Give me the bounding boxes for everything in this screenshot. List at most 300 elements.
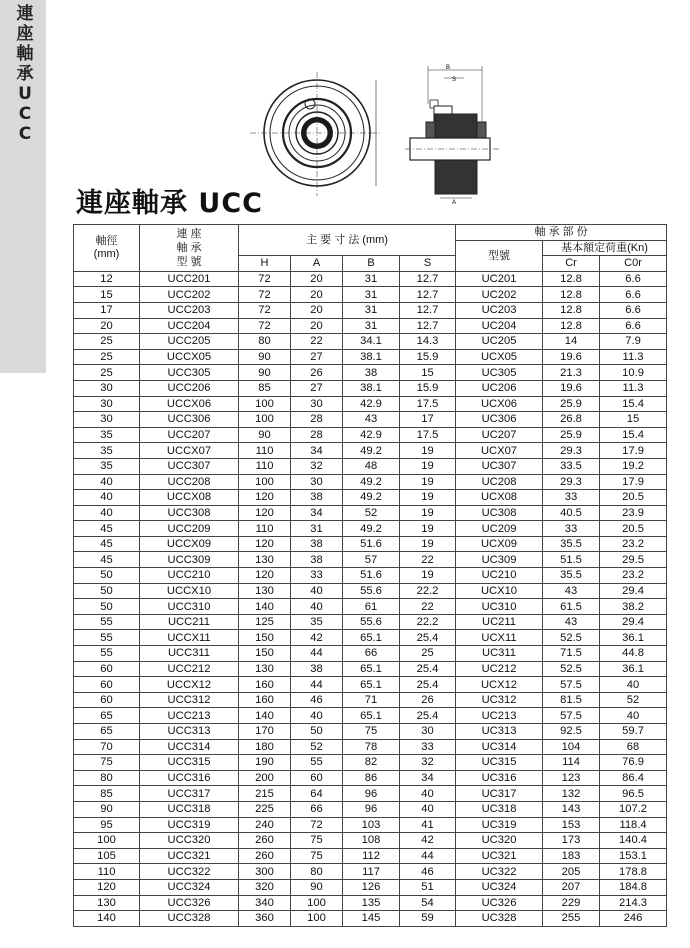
cell-b: 42.9 xyxy=(343,427,400,443)
cell-h: 200 xyxy=(239,770,291,786)
table-row xyxy=(74,505,667,521)
table-row xyxy=(74,318,667,334)
cell-housing-model: UCC306 xyxy=(140,412,239,428)
cell-s: 25.4 xyxy=(400,661,456,677)
cell-cr: 255 xyxy=(543,911,600,927)
cell-a: 80 xyxy=(291,864,343,880)
table-row xyxy=(74,568,667,584)
cell-c0r: 11.3 xyxy=(600,349,667,365)
cell-bearing-model: UCX08 xyxy=(456,490,543,506)
cell-cr: 29.3 xyxy=(543,474,600,490)
cell-shaft: 80 xyxy=(74,770,140,786)
cell-b: 86 xyxy=(343,770,400,786)
cell-h: 170 xyxy=(239,724,291,740)
cell-bearing-model: UCX11 xyxy=(456,630,543,646)
cell-a: 55 xyxy=(291,755,343,771)
side-tab-label: 連座軸承UCC xyxy=(16,4,34,144)
cell-c0r: 38.2 xyxy=(600,599,667,615)
cell-h: 110 xyxy=(239,521,291,537)
bearing-section-header: 軸 承 部 份 xyxy=(456,225,667,241)
cell-h: 215 xyxy=(239,786,291,802)
cell-s: 26 xyxy=(400,692,456,708)
cell-bearing-model: UC317 xyxy=(456,786,543,802)
cell-c0r: 29.4 xyxy=(600,614,667,630)
cell-b: 38 xyxy=(343,365,400,381)
cell-b: 43 xyxy=(343,412,400,428)
cell-bearing-model: UC205 xyxy=(456,334,543,350)
cell-bearing-model: UC207 xyxy=(456,427,543,443)
cell-housing-model: UCC318 xyxy=(140,801,239,817)
cell-shaft: 25 xyxy=(74,334,140,350)
table-row xyxy=(74,630,667,646)
table-row xyxy=(74,724,667,740)
cell-bearing-model: UC318 xyxy=(456,801,543,817)
cell-shaft: 40 xyxy=(74,505,140,521)
cell-housing-model: UCCX08 xyxy=(140,490,239,506)
cell-cr: 21.3 xyxy=(543,365,600,381)
cell-bearing-model: UCX06 xyxy=(456,396,543,412)
cell-b: 65.1 xyxy=(343,677,400,693)
front-view xyxy=(250,72,380,196)
cell-h: 110 xyxy=(239,443,291,459)
cell-b: 51.6 xyxy=(343,568,400,584)
cell-a: 72 xyxy=(291,817,343,833)
cell-s: 15.9 xyxy=(400,380,456,396)
cell-shaft: 75 xyxy=(74,755,140,771)
cell-s: 19 xyxy=(400,568,456,584)
cell-s: 14.3 xyxy=(400,334,456,350)
cell-shaft: 100 xyxy=(74,833,140,849)
cell-c0r: 214.3 xyxy=(600,895,667,911)
table-row xyxy=(74,583,667,599)
cell-cr: 33 xyxy=(543,521,600,537)
cell-cr: 61.5 xyxy=(543,599,600,615)
cell-housing-model: UCC211 xyxy=(140,614,239,630)
cell-housing-model: UCC314 xyxy=(140,739,239,755)
cell-housing-model: UCC208 xyxy=(140,474,239,490)
cell-c0r: 40 xyxy=(600,677,667,693)
cell-s: 40 xyxy=(400,801,456,817)
cell-c0r: 6.6 xyxy=(600,287,667,303)
table-row xyxy=(74,458,667,474)
cell-h: 225 xyxy=(239,801,291,817)
cell-bearing-model: UC209 xyxy=(456,521,543,537)
cell-b: 48 xyxy=(343,458,400,474)
cell-a: 38 xyxy=(291,536,343,552)
cell-b: 78 xyxy=(343,739,400,755)
cell-c0r: 23.2 xyxy=(600,536,667,552)
cell-b: 65.1 xyxy=(343,708,400,724)
cell-cr: 12.8 xyxy=(543,318,600,334)
cell-a: 42 xyxy=(291,630,343,646)
cell-b: 96 xyxy=(343,786,400,802)
cell-s: 25 xyxy=(400,646,456,662)
cell-shaft: 65 xyxy=(74,708,140,724)
cell-h: 125 xyxy=(239,614,291,630)
table-row xyxy=(74,427,667,443)
cell-shaft: 35 xyxy=(74,427,140,443)
cell-shaft: 30 xyxy=(74,380,140,396)
cell-shaft: 20 xyxy=(74,318,140,334)
cell-shaft: 35 xyxy=(74,458,140,474)
cell-s: 17.5 xyxy=(400,396,456,412)
page-title: 連座軸承 UCC xyxy=(76,188,263,219)
cell-cr: 114 xyxy=(543,755,600,771)
cell-cr: 19.6 xyxy=(543,349,600,365)
cell-housing-model: UCC311 xyxy=(140,646,239,662)
cell-a: 27 xyxy=(291,380,343,396)
cell-bearing-model: UC311 xyxy=(456,646,543,662)
cell-c0r: 6.6 xyxy=(600,302,667,318)
cell-c0r: 23.9 xyxy=(600,505,667,521)
cell-cr: 12.8 xyxy=(543,302,600,318)
cell-s: 19 xyxy=(400,505,456,521)
cell-shaft: 140 xyxy=(74,911,140,927)
cell-bearing-model: UC309 xyxy=(456,552,543,568)
cell-b: 38.1 xyxy=(343,349,400,365)
cell-bearing-model: UCX05 xyxy=(456,349,543,365)
cell-a: 100 xyxy=(291,895,343,911)
cell-cr: 35.5 xyxy=(543,568,600,584)
cell-a: 26 xyxy=(291,365,343,381)
table-row xyxy=(74,677,667,693)
cell-s: 41 xyxy=(400,817,456,833)
table-row xyxy=(74,895,667,911)
cell-c0r: 59.7 xyxy=(600,724,667,740)
cell-b: 31 xyxy=(343,271,400,287)
cell-cr: 52.5 xyxy=(543,630,600,646)
cell-h: 120 xyxy=(239,505,291,521)
cell-bearing-model: UCX07 xyxy=(456,443,543,459)
cell-b: 49.2 xyxy=(343,490,400,506)
cell-housing-model: UCCX12 xyxy=(140,677,239,693)
cell-h: 260 xyxy=(239,833,291,849)
cell-housing-model: UCC321 xyxy=(140,848,239,864)
cell-cr: 33 xyxy=(543,490,600,506)
cell-s: 33 xyxy=(400,739,456,755)
cell-bearing-model: UCX10 xyxy=(456,583,543,599)
table-row xyxy=(74,474,667,490)
cell-c0r: 29.5 xyxy=(600,552,667,568)
cell-shaft: 35 xyxy=(74,443,140,459)
cell-s: 34 xyxy=(400,770,456,786)
table-row xyxy=(74,287,667,303)
cell-shaft: 45 xyxy=(74,552,140,568)
cell-h: 80 xyxy=(239,334,291,350)
cell-b: 31 xyxy=(343,287,400,303)
cell-housing-model: UCC204 xyxy=(140,318,239,334)
cell-cr: 205 xyxy=(543,864,600,880)
cell-a: 33 xyxy=(291,568,343,584)
table-row xyxy=(74,334,667,350)
cell-s: 22.2 xyxy=(400,583,456,599)
cell-s: 51 xyxy=(400,879,456,895)
cell-housing-model: UCC309 xyxy=(140,552,239,568)
col-a-header: A xyxy=(291,256,343,272)
table-row xyxy=(74,817,667,833)
cell-a: 52 xyxy=(291,739,343,755)
cell-cr: 173 xyxy=(543,833,600,849)
cell-h: 240 xyxy=(239,817,291,833)
table-row xyxy=(74,739,667,755)
cell-h: 90 xyxy=(239,349,291,365)
cell-cr: 26.8 xyxy=(543,412,600,428)
cell-h: 360 xyxy=(239,911,291,927)
cell-h: 72 xyxy=(239,287,291,303)
cell-housing-model: UCC320 xyxy=(140,833,239,849)
cell-c0r: 76.9 xyxy=(600,755,667,771)
cell-cr: 92.5 xyxy=(543,724,600,740)
cell-bearing-model: UC203 xyxy=(456,302,543,318)
cell-cr: 43 xyxy=(543,583,600,599)
cell-h: 100 xyxy=(239,474,291,490)
cell-h: 90 xyxy=(239,427,291,443)
col-c0r-header: C0r xyxy=(600,256,667,272)
cell-bearing-model: UC321 xyxy=(456,848,543,864)
cell-a: 40 xyxy=(291,708,343,724)
cell-shaft: 45 xyxy=(74,536,140,552)
cell-c0r: 52 xyxy=(600,692,667,708)
cell-bearing-model: UC314 xyxy=(456,739,543,755)
cell-s: 25.4 xyxy=(400,708,456,724)
table-row xyxy=(74,536,667,552)
cell-bearing-model: UC305 xyxy=(456,365,543,381)
cell-a: 44 xyxy=(291,677,343,693)
cell-housing-model: UCC210 xyxy=(140,568,239,584)
cell-s: 12.7 xyxy=(400,271,456,287)
cell-c0r: 6.6 xyxy=(600,318,667,334)
cell-housing-model: UCC205 xyxy=(140,334,239,350)
cell-c0r: 40 xyxy=(600,708,667,724)
cell-cr: 51.5 xyxy=(543,552,600,568)
cell-s: 17.5 xyxy=(400,427,456,443)
cell-a: 38 xyxy=(291,490,343,506)
cell-bearing-model: UC324 xyxy=(456,879,543,895)
cell-s: 17 xyxy=(400,412,456,428)
table-row xyxy=(74,708,667,724)
cell-housing-model: UCC319 xyxy=(140,817,239,833)
cell-bearing-model: UC210 xyxy=(456,568,543,584)
table-row xyxy=(74,396,667,412)
cell-s: 22 xyxy=(400,599,456,615)
cell-housing-model: UCCX11 xyxy=(140,630,239,646)
cell-s: 25.4 xyxy=(400,677,456,693)
table-row xyxy=(74,755,667,771)
cell-shaft: 17 xyxy=(74,302,140,318)
cell-cr: 25.9 xyxy=(543,427,600,443)
cell-cr: 143 xyxy=(543,801,600,817)
cell-c0r: 246 xyxy=(600,911,667,927)
cell-cr: 183 xyxy=(543,848,600,864)
cell-b: 49.2 xyxy=(343,521,400,537)
cell-cr: 40.5 xyxy=(543,505,600,521)
cell-b: 61 xyxy=(343,599,400,615)
cell-housing-model: UCCX07 xyxy=(140,443,239,459)
cell-c0r: 23.2 xyxy=(600,568,667,584)
cell-c0r: 20.5 xyxy=(600,521,667,537)
cell-a: 44 xyxy=(291,646,343,662)
cell-s: 22.2 xyxy=(400,614,456,630)
cell-b: 108 xyxy=(343,833,400,849)
table-row xyxy=(74,380,667,396)
cell-bearing-model: UC326 xyxy=(456,895,543,911)
cell-a: 27 xyxy=(291,349,343,365)
cell-housing-model: UCC308 xyxy=(140,505,239,521)
cell-b: 31 xyxy=(343,318,400,334)
cell-c0r: 15.4 xyxy=(600,427,667,443)
cell-housing-model: UCC206 xyxy=(140,380,239,396)
cell-shaft: 40 xyxy=(74,490,140,506)
cell-s: 19 xyxy=(400,490,456,506)
cell-b: 65.1 xyxy=(343,661,400,677)
cell-h: 180 xyxy=(239,739,291,755)
cell-b: 126 xyxy=(343,879,400,895)
cell-h: 140 xyxy=(239,708,291,724)
table-row xyxy=(74,490,667,506)
cell-c0r: 68 xyxy=(600,739,667,755)
cell-bearing-model: UC213 xyxy=(456,708,543,724)
cell-c0r: 20.5 xyxy=(600,490,667,506)
table-row xyxy=(74,443,667,459)
table-row xyxy=(74,879,667,895)
table-row xyxy=(74,692,667,708)
cell-h: 100 xyxy=(239,396,291,412)
cell-housing-model: UCC317 xyxy=(140,786,239,802)
cell-s: 15.9 xyxy=(400,349,456,365)
cell-bearing-model: UC320 xyxy=(456,833,543,849)
cell-h: 150 xyxy=(239,646,291,662)
cell-cr: 12.8 xyxy=(543,271,600,287)
cell-a: 40 xyxy=(291,583,343,599)
cell-b: 38.1 xyxy=(343,380,400,396)
load-rating-header: 基本額定荷重(Kn) xyxy=(543,240,667,256)
table-row xyxy=(74,801,667,817)
cell-b: 112 xyxy=(343,848,400,864)
col-cr-header: Cr xyxy=(543,256,600,272)
cell-bearing-model: UC308 xyxy=(456,505,543,521)
cell-cr: 43 xyxy=(543,614,600,630)
cell-cr: 81.5 xyxy=(543,692,600,708)
table-row xyxy=(74,786,667,802)
cell-a: 38 xyxy=(291,661,343,677)
cell-a: 28 xyxy=(291,412,343,428)
cell-b: 49.2 xyxy=(343,443,400,459)
cell-b: 31 xyxy=(343,302,400,318)
cell-bearing-model: UC328 xyxy=(456,911,543,927)
cell-c0r: 178.8 xyxy=(600,864,667,880)
table-row xyxy=(74,770,667,786)
cell-bearing-model: UC206 xyxy=(456,380,543,396)
cell-cr: 153 xyxy=(543,817,600,833)
cell-housing-model: UCCX10 xyxy=(140,583,239,599)
cell-a: 75 xyxy=(291,833,343,849)
cell-s: 19 xyxy=(400,536,456,552)
cell-bearing-model: UC307 xyxy=(456,458,543,474)
cell-a: 30 xyxy=(291,474,343,490)
cell-cr: 229 xyxy=(543,895,600,911)
cell-h: 85 xyxy=(239,380,291,396)
table-row xyxy=(74,365,667,381)
table-row xyxy=(74,848,667,864)
cell-shaft: 40 xyxy=(74,474,140,490)
cell-c0r: 17.9 xyxy=(600,443,667,459)
cell-h: 130 xyxy=(239,661,291,677)
cell-shaft: 50 xyxy=(74,599,140,615)
cell-b: 49.2 xyxy=(343,474,400,490)
cell-c0r: 36.1 xyxy=(600,630,667,646)
table-row xyxy=(74,412,667,428)
cell-c0r: 15 xyxy=(600,412,667,428)
cell-b: 51.6 xyxy=(343,536,400,552)
cell-bearing-model: UC208 xyxy=(456,474,543,490)
cell-h: 160 xyxy=(239,677,291,693)
cell-housing-model: UCC209 xyxy=(140,521,239,537)
cell-housing-model: UCC310 xyxy=(140,599,239,615)
cell-a: 90 xyxy=(291,879,343,895)
cell-housing-model: UCCX09 xyxy=(140,536,239,552)
cell-bearing-model: UC202 xyxy=(456,287,543,303)
cell-b: 55.6 xyxy=(343,614,400,630)
cell-a: 46 xyxy=(291,692,343,708)
cell-s: 22 xyxy=(400,552,456,568)
bearing-drawing xyxy=(250,64,510,214)
shaft-diameter-header: 軸徑 (mm) xyxy=(74,225,140,272)
housing-model-header: 連 座 軸 承 型 號 xyxy=(140,225,239,272)
cell-a: 31 xyxy=(291,521,343,537)
cell-bearing-model: UCX09 xyxy=(456,536,543,552)
cell-h: 100 xyxy=(239,412,291,428)
table-row xyxy=(74,646,667,662)
cell-a: 100 xyxy=(291,911,343,927)
cell-cr: 132 xyxy=(543,786,600,802)
main-dimensions-header: 主 要 寸 法 (mm) xyxy=(239,225,456,256)
cell-b: 52 xyxy=(343,505,400,521)
cell-housing-model: UCC312 xyxy=(140,692,239,708)
cell-h: 340 xyxy=(239,895,291,911)
cell-c0r: 15.4 xyxy=(600,396,667,412)
cell-a: 34 xyxy=(291,505,343,521)
cell-shaft: 30 xyxy=(74,412,140,428)
bearing-model-header: 型號 xyxy=(456,240,543,271)
cell-shaft: 45 xyxy=(74,521,140,537)
cell-h: 300 xyxy=(239,864,291,880)
cell-s: 12.7 xyxy=(400,302,456,318)
cell-shaft: 65 xyxy=(74,724,140,740)
cell-c0r: 17.9 xyxy=(600,474,667,490)
cell-shaft: 30 xyxy=(74,396,140,412)
cell-cr: 57.5 xyxy=(543,708,600,724)
cell-shaft: 105 xyxy=(74,848,140,864)
cell-h: 72 xyxy=(239,271,291,287)
cell-cr: 71.5 xyxy=(543,646,600,662)
cell-b: 66 xyxy=(343,646,400,662)
cell-h: 120 xyxy=(239,490,291,506)
cell-c0r: 36.1 xyxy=(600,661,667,677)
cell-a: 34 xyxy=(291,443,343,459)
cell-cr: 33.5 xyxy=(543,458,600,474)
cell-h: 140 xyxy=(239,599,291,615)
table-row xyxy=(74,302,667,318)
cell-shaft: 120 xyxy=(74,879,140,895)
cell-a: 20 xyxy=(291,318,343,334)
table-row xyxy=(74,552,667,568)
cell-c0r: 7.9 xyxy=(600,334,667,350)
cell-cr: 12.8 xyxy=(543,287,600,303)
cell-h: 130 xyxy=(239,583,291,599)
cell-b: 117 xyxy=(343,864,400,880)
cell-c0r: 10.9 xyxy=(600,365,667,381)
side-tab xyxy=(0,0,46,373)
